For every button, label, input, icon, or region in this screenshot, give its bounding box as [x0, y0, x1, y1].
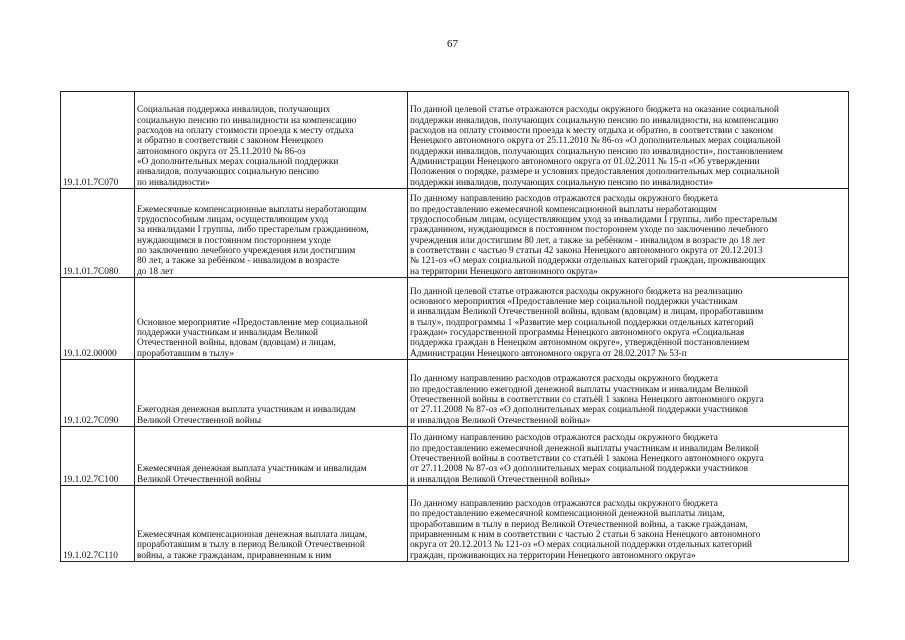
description-line: поддержки инвалидов, получающих социальную пенсию по инвалидности», постановлением	[410, 146, 783, 157]
name-line: трудоспособным лицам, осуществляющим уход	[137, 214, 329, 225]
target-article-name	[135, 92, 408, 189]
description-line: граждан» государственной программы Ненецкого автономного округа «Социальная	[410, 327, 745, 338]
target-article-code: 19.1.01.7C080	[61, 189, 135, 278]
description-line: № 121-оз «О мерах социальной поддержки отдельных категорий граждан, проживающих	[410, 256, 766, 267]
target-article-name	[135, 278, 408, 360]
description-line: По данной целевой статье отражаются расходы окружного бюджета на оказание социальной	[410, 105, 779, 116]
name-line: и обратно в соответствии с законом Ненецкого	[137, 136, 324, 147]
target-article-name	[135, 427, 408, 486]
description-line: и инвалидов Великой Отечественной войны»	[410, 474, 591, 485]
description-line: на территории Ненецкого автономного округа»	[410, 266, 598, 277]
target-article-name	[135, 189, 408, 278]
description-line: По данному направлению расходов отражаются расходы окружного бюджета	[410, 433, 718, 444]
target-article-description	[408, 360, 849, 427]
table-row	[61, 360, 849, 427]
name-line: Ежемесячная компенсационная денежная выплата лицам,	[137, 529, 368, 540]
name-line: поддержки участникам и инвалидам Великой	[137, 327, 319, 338]
name-line: 80 лет, а также за ребёнком - инвалидом в возрасте	[137, 256, 340, 267]
name-line: Ежемесячная денежная выплата участникам и инвалидам	[137, 464, 367, 475]
name-line: Ежемесячные компенсационные выплаты неработающим	[137, 204, 367, 215]
description-line: Отечественной войны в соответствии со статьёй 1 закона Ненецкого автономного округа	[410, 394, 764, 405]
description-line: по предоставлению ежемесячной компенсационной денежной выплаты лицам,	[410, 509, 725, 520]
target-article-code: 19.1.02.7C100	[61, 427, 135, 486]
target-article-code: 19.1.02.00000	[61, 278, 135, 360]
description-line: гражданином, нуждающимся в постоянном постороннем уходе по заключению лечебного	[410, 225, 769, 236]
description-line: округа от 20.12.2013 № 121-оз «О мерах социальной поддержки отдельных категорий	[410, 540, 752, 551]
description-line: Администрации Ненецкого автономного округа от 01.02.2011 № 15-п «Об утверждении	[410, 156, 760, 167]
name-line: социальную пенсию по инвалидности на компенсацию	[137, 115, 357, 126]
name-line: расходов на оплату стоимости проезда к месту отдыха	[137, 125, 354, 136]
name-line: автономного округа от 25.11.2010 № 86-оз	[137, 146, 306, 157]
name-line: Великой Отечественной войны	[137, 474, 261, 485]
budget-classification-table	[60, 91, 849, 562]
name-line: войны, а также гражданам, приравненным к ним	[137, 550, 332, 561]
table-body	[61, 92, 849, 562]
table-row	[61, 486, 849, 562]
description-line: основного мероприятия «Предоставление мер социальной поддержки участникам	[410, 296, 738, 307]
table-row	[61, 427, 849, 486]
table-row	[61, 189, 849, 278]
name-line: по инвалидности»	[137, 177, 210, 188]
name-line: Основное мероприятие «Предоставление мер социальной	[137, 317, 368, 328]
name-line: за инвалидами I группы, либо престарелым гражданином,	[137, 225, 369, 236]
description-line: граждан, проживающих на территории Ненецкого автономного округа»	[410, 550, 696, 561]
target-article-description	[408, 189, 849, 278]
table-row	[61, 92, 849, 189]
table-row	[61, 278, 849, 360]
target-article-description	[408, 278, 849, 360]
description-line: учреждения или достигшим 80 лет, а также за ребёнком - инвалидом в возрасте до 18 лет	[410, 235, 766, 246]
name-line: Ежегодная денежная выплата участникам и инвалидам	[137, 405, 356, 416]
target-article-description	[408, 427, 849, 486]
description-line: поддержка граждан в Ненецком автономном округе», утверждённой постановлением	[410, 338, 750, 349]
description-line: в тылу», подпрограммы 1 «Развитие мер социальной поддержки отдельных категорий	[410, 317, 754, 328]
description-line: Отечественной войны в соответствии со статьёй 1 закона Ненецкого автономного округа	[410, 453, 764, 464]
name-line: Великой Отечественной войны	[137, 415, 261, 426]
description-line: расходов на оплату стоимости проезда к месту отдыха и обратно, в соответствии с законом	[410, 125, 774, 136]
target-article-code: 19.1.01.7C070	[61, 92, 135, 189]
description-line: приравненным к ним в соответствии с частью 2 статьи 6 закона Ненецкого автономного	[410, 529, 761, 540]
target-article-code: 19.1.02.7C090	[61, 360, 135, 427]
target-article-description	[408, 486, 849, 562]
target-article-description	[408, 92, 849, 189]
description-line: в соответствии с частью 9 статьи 42 закона Ненецкого автономного округа от 20.12.2013	[410, 245, 763, 256]
description-line: По данной целевой статье отражаются расходы окружного бюджета на реализацию	[410, 286, 743, 297]
description-line: по предоставлению ежемесячной денежной выплаты участникам и инвалидам Великой	[410, 443, 759, 454]
name-line: до 18 лет	[137, 266, 174, 277]
description-line: от 27.11.2008 № 87-оз «О дополнительных мерах социальной поддержки участников	[410, 464, 749, 475]
name-line: «О дополнительных мерах социальной поддержки	[137, 156, 339, 167]
description-line: По данному направлению расходов отражаются расходы окружного бюджета	[410, 374, 718, 385]
description-line: и инвалидов Великой Отечественной войны»	[410, 415, 591, 426]
description-line: По данному направлению расходов отражаются расходы окружного бюджета	[410, 194, 718, 205]
description-line: Положения о порядке, размере и условиях предоставления дополнительных мер социальной	[410, 167, 780, 178]
name-line: Социальная поддержка инвалидов, получающих	[137, 105, 331, 116]
description-line: и инвалидам Великой Отечественной войны, вдовам (вдовцам) и лицам, проработавшим	[410, 307, 764, 318]
name-line: нуждающимся в постоянном постороннем уходе	[137, 235, 331, 246]
target-article-code: 19.1.02.7C110	[61, 486, 135, 562]
page-number: 67	[447, 38, 458, 50]
name-line: по заключению лечебного учреждения или достигшим	[137, 245, 356, 256]
description-line: по предоставлению ежегодной денежной выплаты участникам и инвалидам Великой	[410, 384, 749, 395]
description-line: поддержки инвалидов, получающих социальную пенсию по инвалидности, на компенсацию	[410, 115, 779, 126]
description-line: Ненецкого автономного округа от 25.11.2010 № 86-оз «О дополнительных мерах социальной	[410, 136, 781, 147]
description-line: По данному направлению расходов отражаются расходы окружного бюджета	[410, 498, 718, 509]
target-article-name	[135, 486, 408, 562]
name-line: проработавшим в тылу в период Великой Отечественной	[137, 540, 365, 551]
name-line: Отечественной войны, вдовам (вдовцам) и лицам,	[137, 338, 336, 349]
target-article-name	[135, 360, 408, 427]
description-line: проработавшим в тылу в период Великой Отечественной войны, а также гражданам,	[410, 519, 748, 530]
description-line: трудоспособным лицам, осуществляющим уход за инвалидами I группы, либо престарелым	[410, 214, 778, 225]
name-line: инвалидов, получающих социальную пенсию	[137, 167, 319, 178]
description-line: по предоставлению ежемесячной компенсационной выплаты неработающим	[410, 204, 717, 215]
description-line: поддержки инвалидов, получающих социальную пенсию по инвалидности»	[410, 177, 713, 188]
description-line: Администрации Ненецкого автономного округа от 28.02.2017 № 53-п	[410, 348, 687, 359]
description-line: от 27.11.2008 № 87-оз «О дополнительных мерах социальной поддержки участников	[410, 405, 749, 416]
name-line: проработавшим в тылу»	[137, 348, 235, 359]
